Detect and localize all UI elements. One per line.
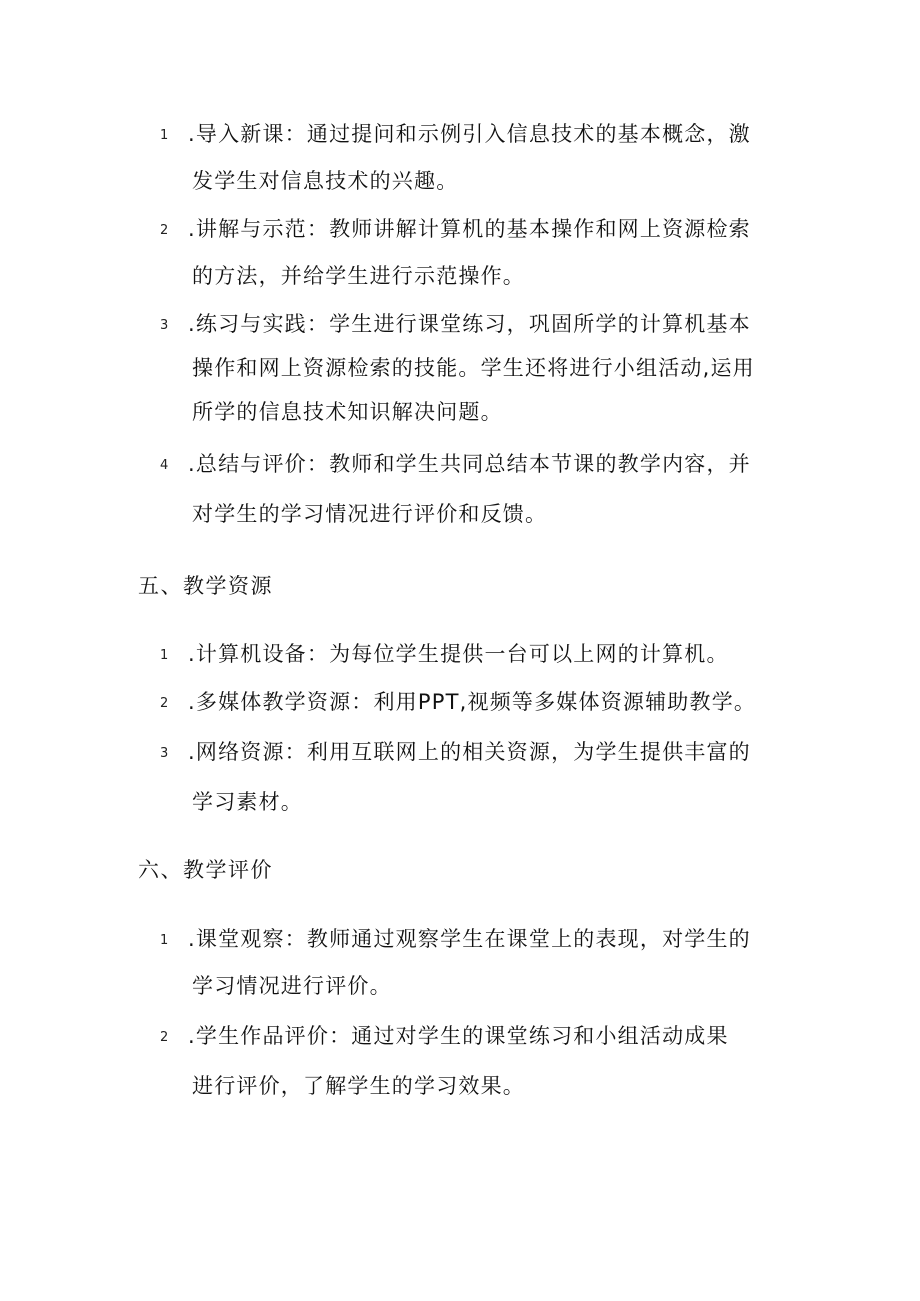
item-number: 2 <box>160 223 169 238</box>
item-number: 1 <box>160 648 169 663</box>
item-text: .网络资源：利用互联网上的相关资源，为学生提供丰富的 <box>188 740 751 764</box>
item-text: .学生作品评价：通过对学生的课堂练习和小组活动成果 <box>188 1024 729 1048</box>
item-text: 所学的信息技术知识解决问题。 <box>192 400 503 424</box>
item-text: .多媒体教学资源：利用PPT,视频等多媒体资源辅助教学。 <box>188 690 757 714</box>
section-heading: 六、教学评价 <box>138 858 273 882</box>
item-text: 操作和网上资源检索的技能。学生还将进行小组活动,运用 <box>192 356 755 380</box>
item-text: .总结与评价：教师和学生共同总结本节课的教学内容，并 <box>188 452 751 476</box>
item-text: 进行评价，了解学生的学习效果。 <box>192 1074 525 1098</box>
item-number: 3 <box>160 318 169 333</box>
item-number: 2 <box>160 696 169 711</box>
section-heading: 五、教学资源 <box>138 574 273 598</box>
item-text: 的方法，并给学生进行示范操作。 <box>192 264 525 288</box>
item-text: 对学生的学习情况进行评价和反馈。 <box>192 502 548 526</box>
item-text: 学习素材。 <box>192 790 303 814</box>
item-text: .练习与实践：学生进行课堂练习，巩固所学的计算机基本 <box>188 312 751 336</box>
item-text: 学习情况进行评价。 <box>192 974 392 998</box>
item-number: 2 <box>160 1030 169 1045</box>
item-text: 发学生对信息技术的兴趣。 <box>192 169 459 193</box>
item-text: .导入新课：通过提问和示例引入信息技术的基本概念，激 <box>188 122 751 146</box>
item-text: .讲解与示范：教师讲解计算机的基本操作和网上资源检索 <box>188 217 751 241</box>
item-number: 4 <box>160 458 169 473</box>
item-text: .计算机设备：为每位学生提供一台可以上网的计算机。 <box>188 642 729 666</box>
item-number: 1 <box>160 128 169 143</box>
item-text: .课堂观察：教师通过观察学生在课堂上的表现，对学生的 <box>188 927 751 951</box>
item-number: 1 <box>160 933 169 948</box>
item-number: 3 <box>160 746 169 761</box>
